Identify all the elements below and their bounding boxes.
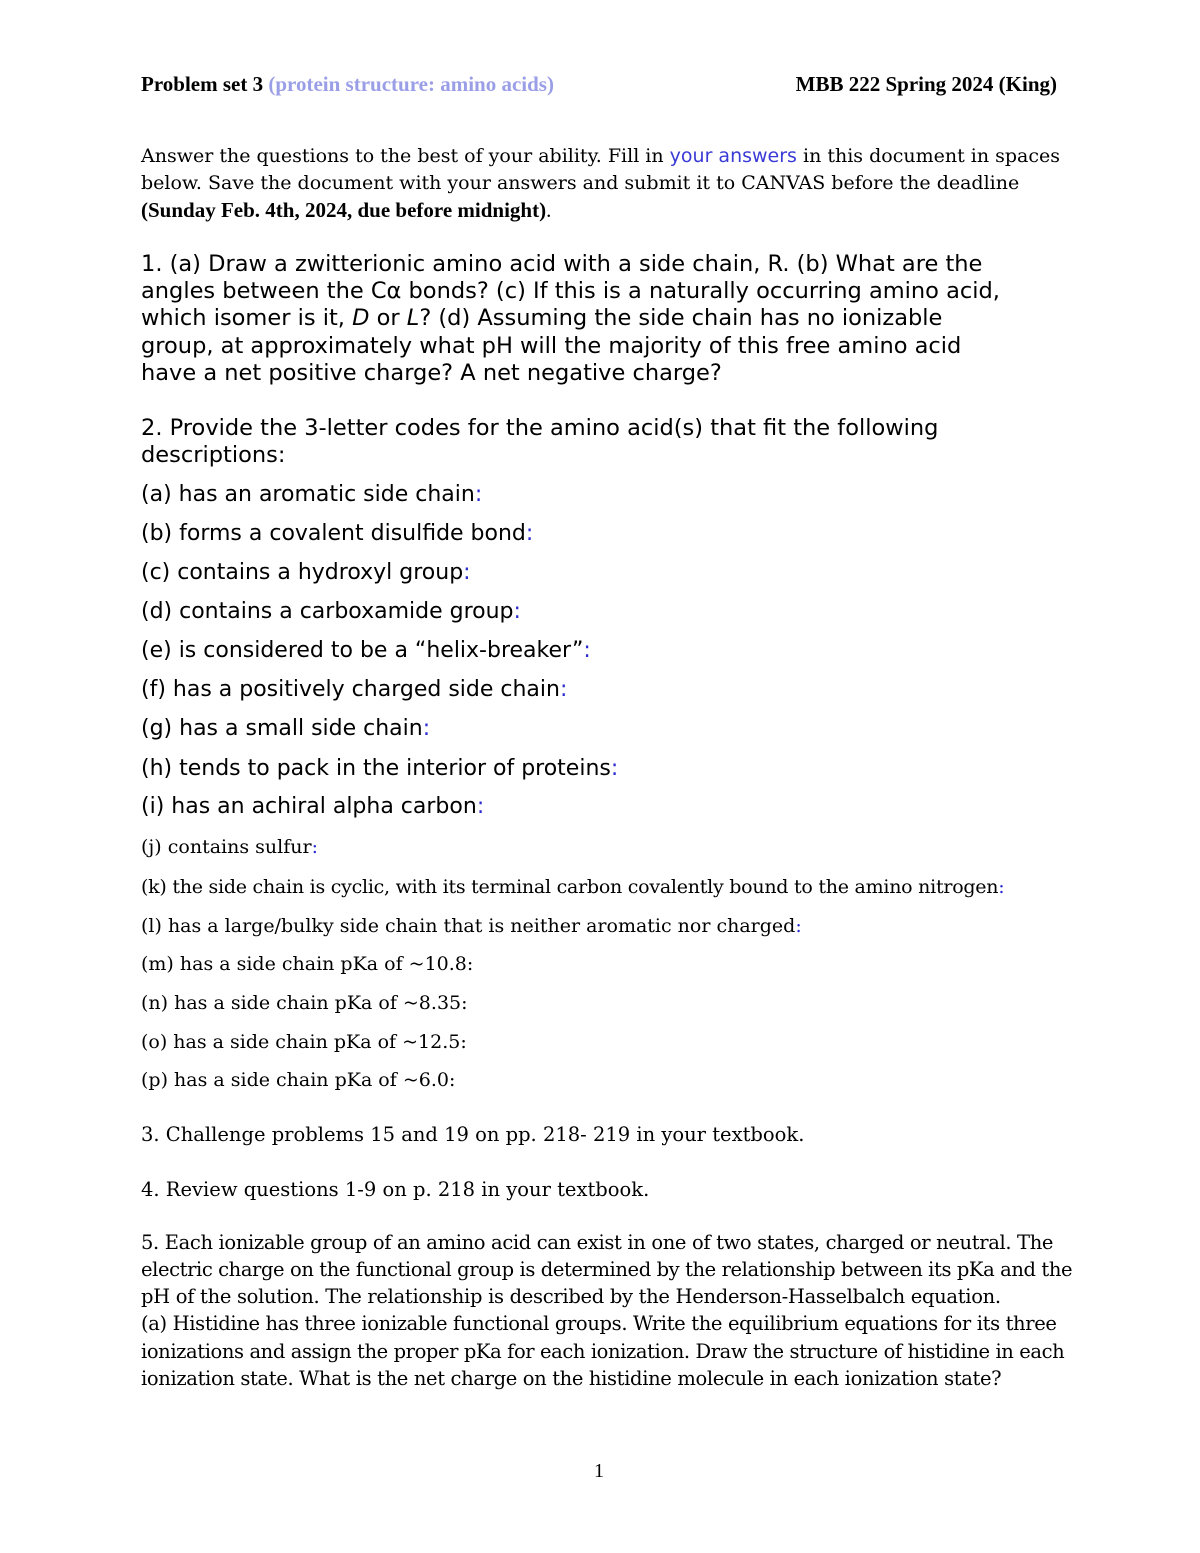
q2-item-text: (d) contains a carboxamide group <box>141 599 514 624</box>
q2-item-j <box>141 836 318 858</box>
q2-item-colon: : <box>559 677 568 702</box>
q1-line-5: have a net positive charge? A net negative charge? <box>141 360 722 386</box>
q2-item-text: (c) contains a hydroxyl group <box>141 560 464 585</box>
q2-item-text: (n) has a side chain pKa of ~8.35: <box>141 992 468 1014</box>
q2-item-h <box>141 756 618 781</box>
q4-text: 4. Review questions 1-9 on p. 218 in your textbook. <box>141 1178 650 1201</box>
q2-item-colon: : <box>610 756 619 781</box>
q2-item-text: (g) has a small side chain <box>141 716 423 741</box>
q2-item-f <box>141 677 567 702</box>
q2-item-colon: : <box>583 638 591 663</box>
q1-line-4: group, at approximately what pH will the majority of this free amino acid <box>141 333 962 359</box>
q2-item-c <box>141 560 471 585</box>
q1-line-3-or: or <box>369 305 407 331</box>
q5-line-1: 5. Each ionizable group of an amino acid can exist in one of two states, charged or neutral. The <box>141 1231 1054 1254</box>
q2-item-b <box>141 521 533 546</box>
intro-text-2: in this document in spaces <box>796 145 1060 167</box>
q2-item-colon: : <box>795 915 802 937</box>
header-course: MBB 222 Spring 2024 (King) <box>795 72 1057 96</box>
q2-item-l <box>141 915 802 937</box>
intro-deadline-end: . <box>546 198 552 222</box>
intro-line-1 <box>141 145 1060 167</box>
q2-item-text: (j) contains sulfur <box>141 836 312 858</box>
q2-item-k <box>141 876 1004 898</box>
q2-item-colon: : <box>422 716 431 741</box>
q2-item-text: (b) forms a covalent disulfide bond <box>141 521 526 546</box>
header-title-prefix: Problem set 3 <box>141 72 264 96</box>
header-title <box>141 72 554 97</box>
page-number: 1 <box>594 1460 604 1482</box>
intro-line-2: below. Save the document with your answers and submit it to CANVAS before the deadline <box>141 172 1020 194</box>
q1-line-3 <box>141 305 942 331</box>
q2-item-text: (l) has a large/bulky side chain that is neither aromatic nor charged <box>141 915 796 937</box>
header-title-topic: (protein structure: amino acids) <box>268 72 554 96</box>
q2-item-e <box>141 638 591 663</box>
q2-item-n <box>141 992 468 1014</box>
q1-line-3-a: which isomer is it, <box>141 305 353 331</box>
q5-line-3: pH of the solution. The relationship is described by the Henderson-Hasselbalch equation. <box>141 1285 1001 1308</box>
q2-item-text: (e) is considered to be a “helix-breaker” <box>141 638 584 663</box>
q2-item-text: (h) tends to pack in the interior of proteins <box>141 756 611 781</box>
q5-line-5: ionizations and assign the proper pKa for each ionization. Draw the structure of histidine in each <box>141 1340 1065 1363</box>
intro-text-1: Answer the questions to the best of your ability. Fill in <box>141 145 670 167</box>
q2-item-colon: : <box>513 599 521 624</box>
q2-item-colon: : <box>476 794 485 819</box>
q2-item-a <box>141 482 482 507</box>
q2-item-colon: : <box>463 560 471 585</box>
q2-item-d <box>141 599 521 624</box>
q2-item-m <box>141 953 473 975</box>
q2-item-text: (f) has a positively charged side chain <box>141 677 560 702</box>
q2-item-text: (o) has a side chain pKa of ~12.5: <box>141 1031 467 1053</box>
q5-line-6: ionization state. What is the net charge on the histidine molecule in each ionization state? <box>141 1367 1002 1390</box>
intro-highlight: your answers <box>669 145 797 167</box>
q1-line-1: 1. (a) Draw a zwitterionic amino acid with a side chain, R. (b) What are the <box>141 251 983 277</box>
q2-line-1: 2. Provide the 3-letter codes for the amino acid(s) that fit the following <box>141 415 939 441</box>
q1-line-2: angles between the Cα bonds? (c) If this is a naturally occurring amino acid, <box>141 278 1000 304</box>
q2-item-colon: : <box>998 876 1005 898</box>
q2-line-2: descriptions: <box>141 442 286 468</box>
q2-item-text: (a) has an aromatic side chain <box>141 482 475 507</box>
q3-text: 3. Challenge problems 15 and 19 on pp. 218- 219 in your textbook. <box>141 1123 805 1146</box>
q2-item-text: (p) has a side chain pKa of ~6.0: <box>141 1069 456 1091</box>
q2-item-text: (i) has an achiral alpha carbon <box>141 794 477 819</box>
q1-line-3-b: ? (d) Assuming the side chain has no ionizable <box>419 305 943 331</box>
q2-item-colon: : <box>474 482 483 507</box>
q2-item-text: (k) the side chain is cyclic, with its terminal carbon covalently bound to the amino nitrogen <box>141 876 999 898</box>
q2-item-p <box>141 1069 455 1091</box>
q5-line-4: (a) Histidine has three ionizable functional groups. Write the equilibrium equations for its three <box>141 1312 1057 1335</box>
q1-isomer-l: L <box>406 305 420 331</box>
q2-item-i <box>141 794 484 819</box>
q2-item-o <box>141 1031 467 1053</box>
q2-item-text: (m) has a side chain pKa of ~10.8: <box>141 953 474 975</box>
q1-isomer-d: D <box>352 305 370 331</box>
q2-item-g <box>141 716 430 741</box>
intro-deadline: (Sunday Feb. 4th, 2024, due before midnight) <box>141 198 547 222</box>
intro-deadline-line <box>141 198 551 223</box>
q2-item-colon: : <box>525 521 534 546</box>
q2-item-colon: : <box>311 836 318 858</box>
q5-line-2: electric charge on the functional group is determined by the relationship between its pKa and the <box>141 1258 1073 1281</box>
